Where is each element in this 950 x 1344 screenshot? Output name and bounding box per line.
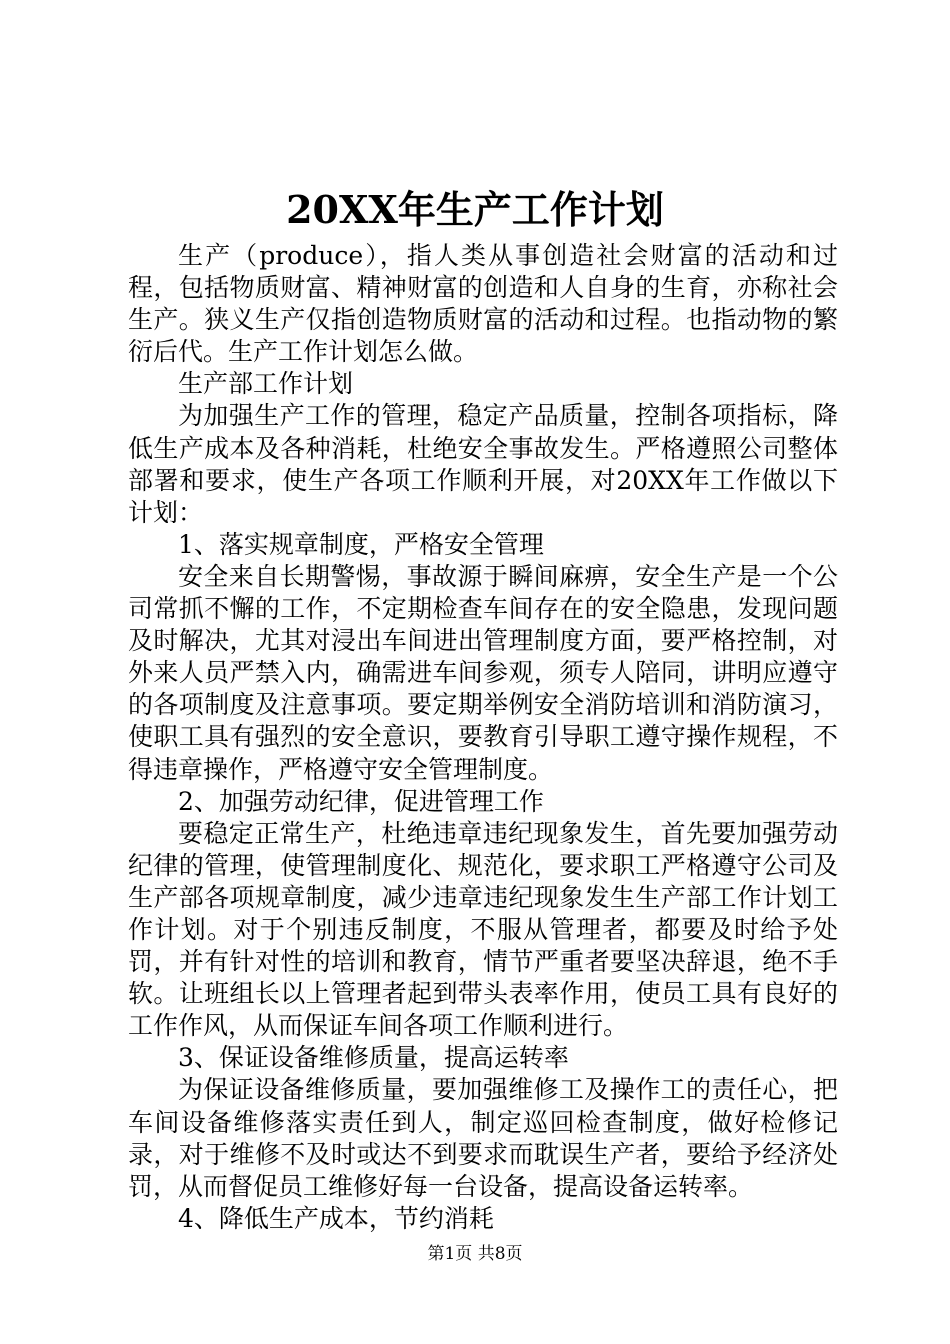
- paragraph-discipline: 要稳定正常生产，杜绝违章违纪现象发生，首先要加强劳动纪律的管理，使管理制度化、规范化，要求职工严格遵守公司及生产部各项规章制度，减少违章违纪现象发生生产部工作计划工作计划。对于个别违反制度，不服从管理者，都要及时给予处罚，并有针对性的培训和教育，情节严重者要坚决辞退，绝不手软。让班组长以上管理者起到带头表率作用，使员工具有良好的工作作风，从而保证车间各项工作顺利进行。: [128, 818, 838, 1041]
- document-body: [128, 240, 838, 1235]
- section-heading-1: 1、落实规章制度，严格安全管理: [178, 529, 544, 559]
- section-heading-3: 3、保证设备维修质量，提高运转率: [178, 1043, 569, 1073]
- page-footer: 第1页 共8页: [427, 1244, 523, 1264]
- section-heading-2: 2、加强劳动纪律，促进管理工作: [178, 786, 544, 816]
- paragraph-intro: 生产（produce），指人类从事创造社会财富的活动和过程，包括物质财富、精神财富的创造和人自身的生育，亦称社会生产。狭义生产仅指创造物质财富的活动和过程。也指动物的繁衍后代。生产工作计划怎么做。: [128, 241, 838, 367]
- paragraph-purpose: 为加强生产工作的管理，稳定产品质量，控制各项指标，降低生产成本及各种消耗，杜绝安全事故发生。严格遵照公司整体部署和要求，使生产各项工作顺利开展，对20XX年工作做以下计划：: [128, 401, 838, 527]
- paragraph-subtitle: 生产部工作计划: [178, 369, 354, 399]
- document-title: 20XX年生产工作计划: [286, 187, 664, 232]
- paragraph-safety: 安全来自长期警惕，事故源于瞬间麻痹，安全生产是一个公司常抓不懈的工作，不定期检查车间存在的安全隐患，发现问题及时解决，尤其对浸出车间进出管理制度方面，要严格控制，对外来人员严禁入内，确需进车间参观，须专人陪同，讲明应遵守的各项制度及注意事项。要定期举例安全消防培训和消防演习，使职工具有强烈的安全意识，要教育引导职工遵守操作规程，不得违章操作，严格遵守安全管理制度。: [128, 561, 838, 784]
- paragraph-maintenance: 为保证设备维修质量，要加强维修工及操作工的责任心，把车间设备维修落实责任到人，制定巡回检查制度，做好检修记录，对于维修不及时或达不到要求而耽误生产者，要给予经济处罚，从而督促员工维修好每一台设备，提高设备运转率。: [128, 1075, 838, 1201]
- section-heading-4: 4、降低生产成本，节约消耗: [178, 1203, 494, 1233]
